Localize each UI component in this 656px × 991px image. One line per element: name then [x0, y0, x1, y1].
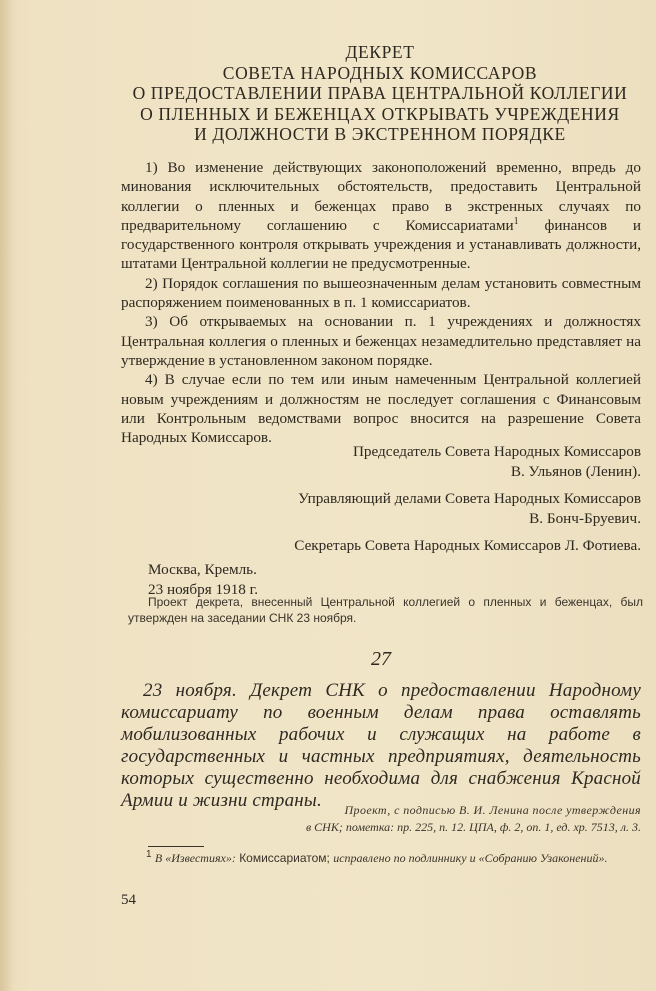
- footnote-text: В «Известиях»:: [154, 851, 236, 865]
- place-line: Москва, Кремль.: [148, 561, 257, 578]
- footnote-number: 1: [146, 849, 152, 860]
- footnote-text: Комиссариатом;: [235, 851, 334, 865]
- title-line: ДЕКРЕТ: [345, 42, 415, 62]
- document-heading: 23 ноября. Декрет СНК о предоставлении Народному комиссариату по военным делам права оставлять мобилизованных рабочих и служащих на работе в государственных и частных предприятиях, деятельность которых существенно необходима для снабжения Красной Армии и жизни страны.: [121, 680, 641, 811]
- footnote-text: исправлено по подлиннику и «Собранию Узаконений».: [333, 851, 608, 865]
- footnote: [128, 850, 640, 867]
- document-number: 27: [371, 648, 391, 670]
- chair-name: В. Ульянов (Ленин).: [510, 463, 641, 480]
- signature-block: [121, 442, 641, 600]
- secretary-line: Секретарь Совета Народных Комиссаров Л. Фотиева.: [294, 537, 641, 554]
- footnote-marker: 1: [513, 215, 519, 227]
- title-line: СОВЕТА НАРОДНЫХ КОМИССАРОВ: [222, 62, 538, 83]
- decree-title: [120, 42, 640, 145]
- decree-body: [121, 158, 641, 447]
- chair-title: Председатель Совета Народных Комиссаров: [352, 443, 641, 460]
- manager-title: Управляющий делами Совета Народных Комиссаров: [298, 490, 641, 507]
- editorial-note: Проект декрета, внесенный Центральной коллегией о пленных и беженцах, был утвержден на заседании СНК 23 ноября.: [128, 595, 643, 625]
- title-line: И ДОЛЖНОСТИ В ЭКСТРЕННОМ ПОРЯДКЕ: [194, 124, 566, 144]
- source-line: Проект, с подписью В. И. Ленина после утверждения: [344, 803, 641, 817]
- footnote-divider: [148, 846, 204, 847]
- paragraph-1-text-cont: финансов и государственного контроля открывать учреждения и устанавливать должности, штатами Центральной коллегии не предусмотренные.: [121, 216, 641, 273]
- paragraph-1: [121, 158, 641, 274]
- title-line: О ПРЕДОСТАВЛЕНИИ ПРАВА ЦЕНТРАЛЬНОЙ КОЛЛЕГИИ: [132, 83, 628, 103]
- paragraph-1-text: 1) Во изменение действующих законоположений временно, впредь до минования исключительных обстоятельств, предоставить Центральной коллегии о пленных и беженцах право в экстренных случаях по предварительному соглашению с Комиссариатами: [121, 159, 641, 234]
- manager-name: В. Бонч-Бруевич.: [529, 510, 641, 527]
- title-line: О ПЛЕННЫХ И БЕЖЕНЦАХ ОТКРЫВАТЬ УЧРЕЖДЕНИЯ: [140, 103, 620, 124]
- page-gutter: [0, 0, 12, 991]
- date-line: 23 ноября 1918 г.: [148, 581, 258, 598]
- page-number: 54: [121, 892, 136, 908]
- paragraph-4: 4) В случае если по тем или иным намеченным Центральной коллегией новым учреждениям и должностям не последует соглашения с Финансовым или Контрольным ведомствами вопрос вносится на разрешение Совета Народных Комиссаров.: [121, 371, 641, 447]
- paragraph-2: 2) Порядок соглашения по вышеозначенным делам установить совместным распоряжением поименованных в п. 1 комиссариатов.: [121, 274, 641, 312]
- paragraph-3: 3) Об открываемых на основании п. 1 учреждениях и должностях Центральная коллегия о пленных и беженцах незамедлительно представляет на утверждение в установленном законом порядке.: [121, 313, 641, 369]
- source-citation: [121, 802, 641, 836]
- source-line: в СНК; пометка: пр. 225, п. 12. ЦПА, ф. 2, оп. 1, ед. хр. 7513, л. 3.: [305, 820, 641, 834]
